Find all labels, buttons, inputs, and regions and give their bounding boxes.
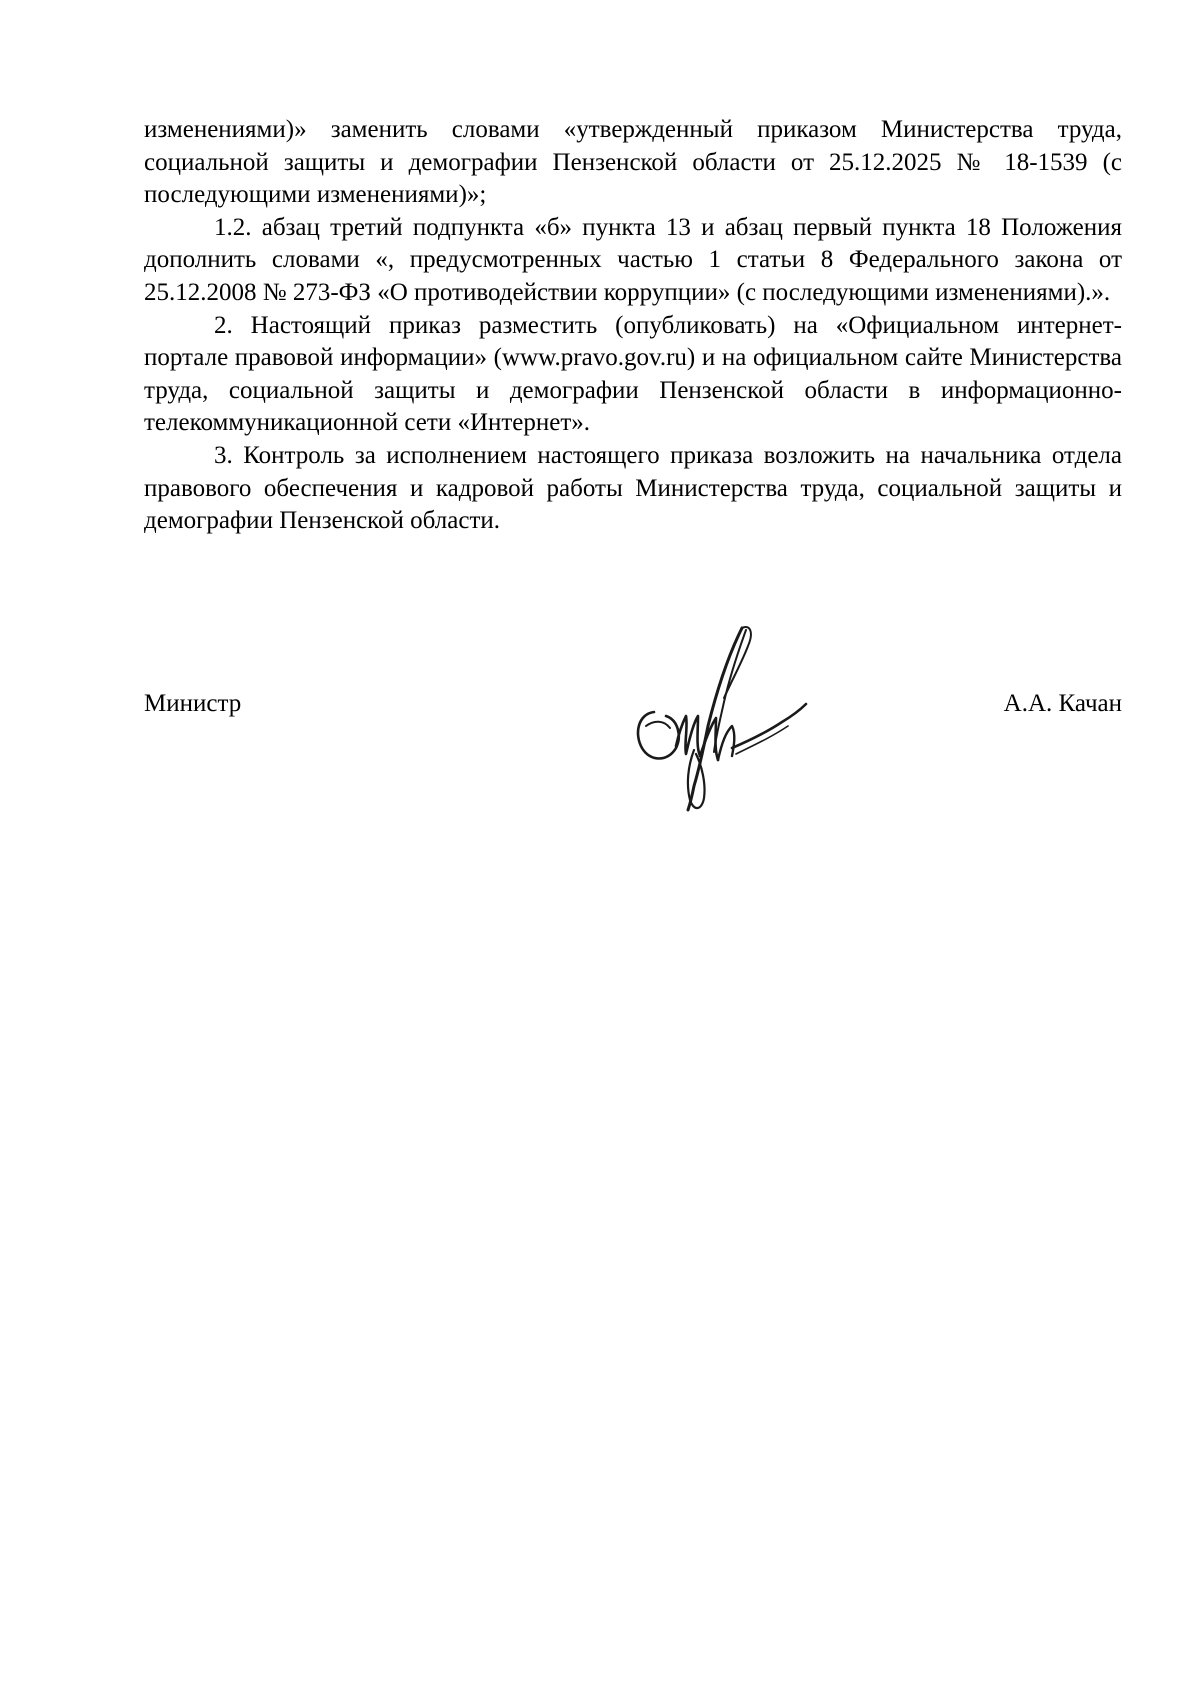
- paragraph-item-2: 2. Настоящий приказ разместить (опубликовать) на «Официальном интернет-портале правовой информации» (www.pravo.gov.ru) и на официальном сайте Министерства труда, социальной защиты и демографии Пензенской области в информационно-телекоммуникационной сети «Интернет».: [144, 311, 1122, 437]
- paragraph-item-1-2: 1.2. абзац третий подпункта «б» пункта 13 и абзац первый пункта 18 Положения дополнить словами «, предусмотренных частью 1 статьи 8 Федерального закона от 25.12.2008 № 273-ФЗ «О противодействии коррупции» (с последующими изменениями).».: [144, 213, 1122, 306]
- paragraph-item-3: 3. Контроль за исполнением настоящего приказа возложить на начальника отдела правового обеспечения и кадровой работы Министерства труда, социальной защиты и демографии Пензенской области.: [144, 441, 1122, 535]
- handwritten-signature-icon: [624, 616, 820, 816]
- document-body: [144, 114, 1122, 538]
- signer-name: А.А. Качан: [1003, 690, 1122, 717]
- paragraph-continuation: изменениями)» заменить словами «утвержденный приказом Министерства труда, социальной защиты и демографии Пензенской области от 25.12.2025 № 18-1539 (с последующими изменениями)»;: [144, 116, 1122, 209]
- signer-position: Министр: [144, 690, 242, 717]
